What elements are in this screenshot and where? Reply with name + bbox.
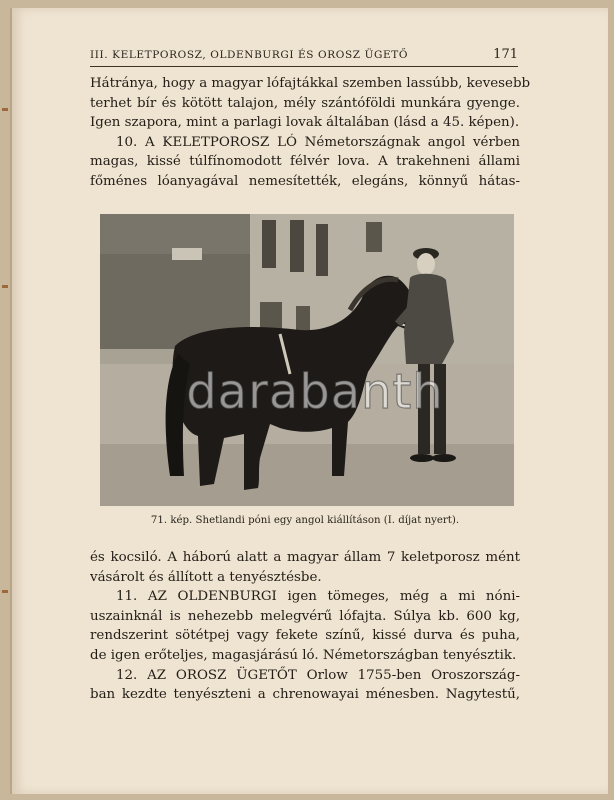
pony-photograph [100,214,514,506]
page-number: 171 [493,47,518,62]
text-line: vásárolt és állított a tenyésztésbe. [90,569,322,585]
running-header [90,44,518,67]
page-edge-mark [2,590,8,593]
text-line: és kocsiló. A háború alatt a magyar állam 7 keletporosz mént [90,550,520,565]
text-line: rendszerint sötétpej vagy fekete színű, kissé durva és puha, [90,628,520,644]
text-line: uszainknál is nehezebb melegvérű lófajta. Súlya kb. 600 kg, [90,608,520,624]
text-line: főménes lóanyagával nemesítették, elegáns, könnyű hátas- [90,173,520,189]
page-edge-mark [2,285,8,288]
text-line: Hátránya, hogy a magyar lófajtákkal szemben lassúbb, kevesebb [90,76,531,91]
text-line: magas, kissé túlfínomodott félvér lova. A trakehneni állami [90,154,520,170]
text-line: 10. A KELETPOROSZ LÓ Németországnak angol vérben [116,134,520,150]
paragraph-top [90,74,531,192]
text-line: 12. AZ OROSZ ÜGETŐT Orlow 1755-ben Oroszország- [116,667,520,683]
watermark-logo: darabanth [186,364,444,420]
text-line: de igen erőteljes, magasjárású ló. Németországban tenyésztik. [90,647,517,663]
page-edge-mark [2,108,8,111]
running-title: III. KELETPOROSZ, OLDENBURGI ÉS OROSZ ÜGETŐ [90,49,409,61]
text-line: Igen szapora, mint a parlagi lovak általában (lásd a 45. képen). [90,115,520,131]
text-line: terhet bír és kötött talajon, mély szántóföldi munkára gyenge. [90,95,520,111]
figure-caption: 71. kép. Shetlandi póni egy angol kiállításon (I. díjat nyert). [150,515,460,526]
text-line: ban kezdte tenyészteni a chrenowayai ménesben. Nagytestű, [90,687,520,703]
paragraph-bottom [90,548,520,705]
text-line: 11. AZ OLDENBURGI igen tömeges, még a mi nóni- [116,589,520,605]
